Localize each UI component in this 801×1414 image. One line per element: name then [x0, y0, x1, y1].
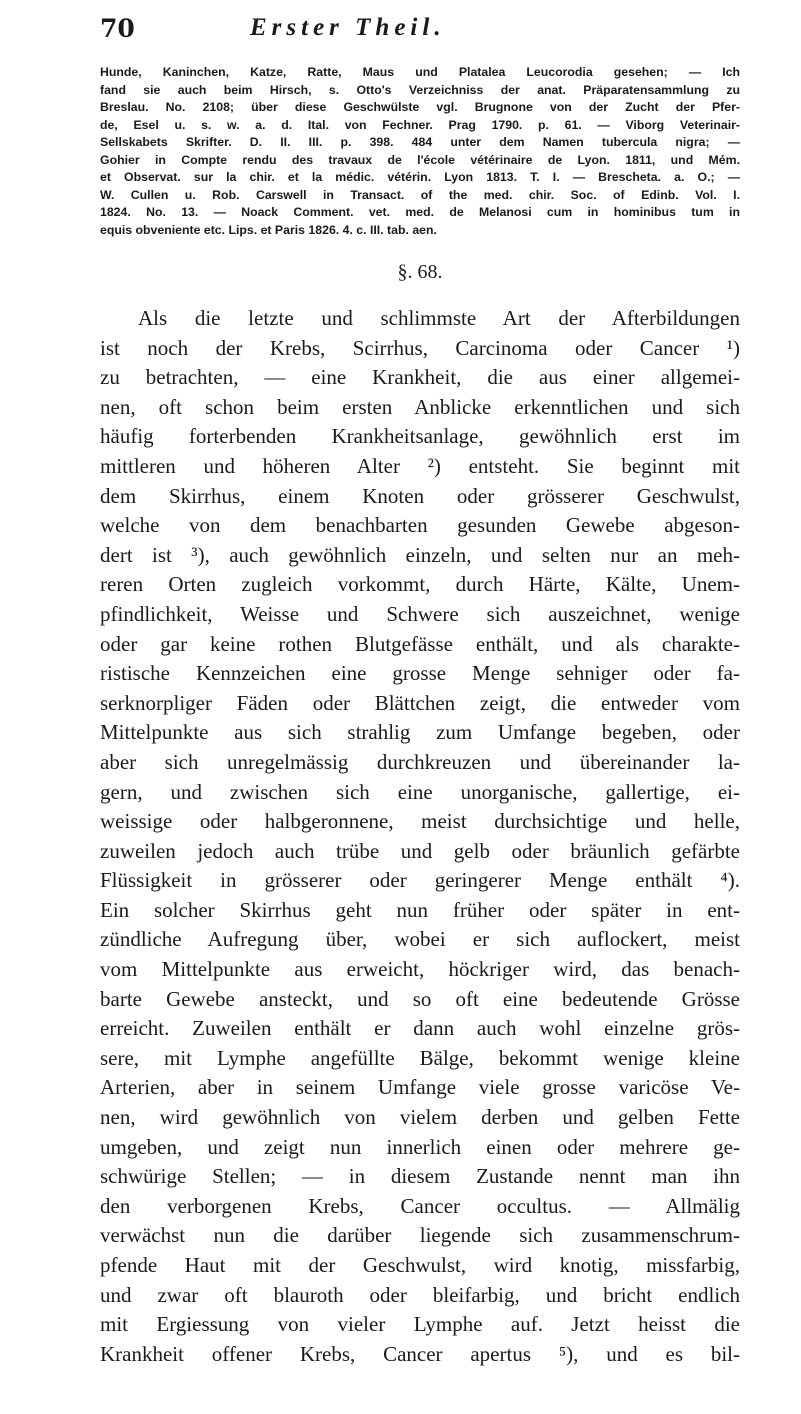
body-line: gern, und zwischen sich eine unorganische, gallertige, ei- — [100, 779, 740, 804]
body-line: Mittelpunkte aus sich strahlig zum Umfange begeben, oder — [100, 720, 740, 745]
footnote-line: et Observat. sur la chir. et la médic. vétérin. Lyon 1813. T. I. — Brescheta. a. O.; — — [100, 170, 740, 184]
body-line: mittleren und höheren Alter ²) entsteht. Sie beginnt mit — [100, 453, 740, 478]
footnote-line: Sellskabets Skrifter. D. II. III. p. 398. 484 unter dem Namen tubercula nigra; — — [100, 135, 740, 149]
footnote-line: 1824. No. 13. — Noack Comment. vet. med. de Melanosi cum in hominibus tum in — [100, 205, 740, 219]
footnote-line: Breslau. No. 2108; über diese Geschwülste vgl. Brugnone von der Zucht der Pfer- — [100, 100, 740, 114]
body-line: Arterien, aber in seinem Umfange viele grosse varicöse Ve- — [100, 1075, 740, 1100]
body-line: sere, mit Lymphe angefüllte Bälge, bekommt wenige kleine — [100, 1045, 740, 1070]
body-line: oder gar keine rothen Blutgefässe enthält, und als charakte- — [100, 631, 740, 656]
body-line: nen, oft schon beim ersten Anblicke erkenntlichen und sich — [100, 394, 740, 419]
body-line: Als die letzte und schlimmste Art der Afterbildungen — [138, 306, 740, 330]
body-line: erreicht. Zuweilen enthält er dann auch wohl einzelne grös- — [100, 1016, 740, 1041]
body-line: zuweilen jedoch auch trübe und gelb oder bräunlich gefärbte — [100, 838, 740, 863]
body-line: aber sich unregelmässig durchkreuzen und übereinander la- — [100, 749, 740, 774]
body-line: dert ist ³), auch gewöhnlich einzeln, und selten nur an meh- — [100, 542, 740, 567]
page-number: 70 — [100, 14, 135, 43]
body-line: häufig forterbenden Krankheitsanlage, gewöhnlich erst im — [100, 424, 740, 449]
body-line: zu betrachten, — eine Krankheit, die aus einer allgemei- — [100, 365, 740, 390]
footnote-line: W. Cullen u. Rob. Carswell in Transact. of the med. chir. Soc. of Edinb. Vol. I. — [100, 187, 740, 202]
body-line: serknorpliger Fäden oder Blättchen zeigt, die entweder vom — [100, 690, 740, 715]
footnote-line: de, Esel u. s. w. a. d. Ital. von Fechner. Prag 1790. p. 61. — Viborg Veterinair- — [100, 117, 740, 132]
body-line: ristische Kennzeichen eine grosse Menge sehniger oder fa- — [100, 661, 740, 686]
footnote-line: Gohier in Compte rendu des travaux de l'école vétérinaire de Lyon. 1811, und Mém. — [100, 152, 740, 167]
body-line: welche von dem benachbarten gesunden Gewebe abgeson- — [100, 513, 740, 538]
body-line: pfindlichkeit, Weisse und Schwere sich auszeichnet, wenige — [100, 601, 740, 626]
body-line: schwürige Stellen; — in diesem Zustande nennt man ihn — [100, 1164, 740, 1189]
body-line: mit Ergiessung von vieler Lymphe auf. Jetzt heisst die — [100, 1312, 740, 1337]
footnote-line: Hunde, Kaninchen, Katze, Ratte, Maus und Platalea Leucorodia gesehen; — Ich — [100, 65, 740, 79]
body-line: pfende Haut mit der Geschwulst, wird knotig, missfarbig, — [100, 1253, 740, 1277]
body-line: und zwar oft blauroth oder bleifarbig, und bricht endlich — [100, 1282, 740, 1307]
body-line: reren Orten zugleich vorkommt, durch Härte, Kälte, Unem- — [100, 572, 740, 597]
body-line: ist noch der Krebs, Scirrhus, Carcinoma oder Cancer ¹) — [100, 335, 740, 360]
body-line: verwächst nun die darüber liegende sich zusammenschrum- — [100, 1223, 740, 1248]
body-line: dem Skirrhus, einem Knoten oder grösserer Geschwulst, — [100, 483, 740, 508]
footnote-continuation — [100, 64, 740, 239]
section-heading: §. 68. — [397, 261, 443, 283]
book-page — [100, 14, 740, 1369]
body-line: barte Gewebe ansteckt, und so oft eine bedeutende Grösse — [100, 986, 740, 1011]
footnote-line: equis obveniente etc. Lips. et Paris 1826. 4. c. III. tab. aen. — [100, 222, 437, 237]
body-line: nen, wird gewöhnlich von vielem derben und gelben Fette — [100, 1105, 740, 1130]
body-line: Krankheit offener Krebs, Cancer apertus ⁵), und es bil- — [100, 1341, 740, 1366]
running-head: Erster Theil. — [250, 14, 446, 41]
body-line: weissige oder halbgeronnene, meist durchsichtige und helle, — [100, 809, 740, 834]
body-line: umgeben, und zeigt nun innerlich einen oder mehrere ge- — [100, 1134, 740, 1159]
body-line: zündliche Aufregung über, wobei er sich auflockert, meist — [100, 927, 740, 952]
body-line: vom Mittelpunkte aus erweicht, höckriger wird, das benach- — [100, 957, 740, 982]
body-line: Ein solcher Skirrhus geht nun früher oder später in ent- — [100, 897, 740, 922]
body-paragraph — [100, 304, 740, 1369]
body-line: den verborgenen Krebs, Cancer occultus. — Allmälig — [100, 1193, 740, 1218]
footnote-line: fand sie auch beim Hirsch, s. Otto's Verzeichniss der anat. Präparatensammlung zu — [100, 82, 740, 97]
body-line: Flüssigkeit in grösserer oder geringerer Menge enthält ⁴). — [100, 868, 740, 893]
page-header — [100, 14, 740, 64]
